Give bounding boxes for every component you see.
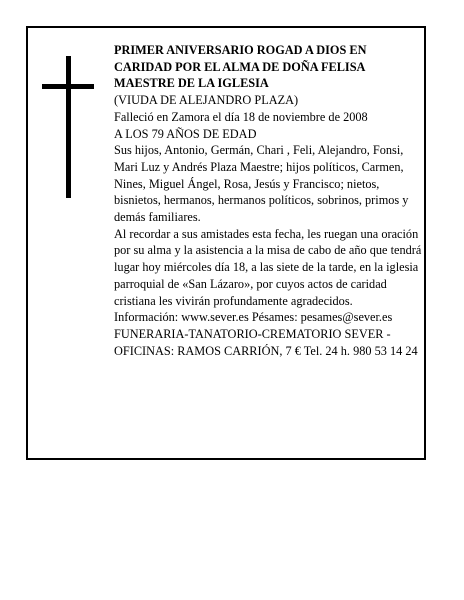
contact-info: Información: www.sever.es Pésames: pesames@sever.es [114,310,393,325]
obituary-notice [26,26,426,460]
mass-request: Al recordar a sus amistades esta fecha, les ruegan una oración por su alma y la asistencia a la misa de cabo de año que tendrá lugar hoy miércoles día 18, a las siete de la tarde, en la iglesia parroquial de «San Lázaro», por cuyos actos de caridad cristiana les vivirán profundamente agradecidos. [114,226,422,308]
notice-text [114,42,422,359]
death-date: Falleció en Zamora el día 18 de noviembre de 2008 [114,109,368,124]
family-list: Sus hijos, Antonio, Germán, Chari , Feli, Alejandro, Fonsi, Mari Luz y Andrés Plaza Maestre; hijos políticos, Carmen, Nines, Miguel Ángel, Rosa, Jesús y Francisco; nietos, bisnietos, hermanos, hermanos políticos, sobrinos, primos y demás familiares. [114,143,409,225]
cross-vertical-bar [66,56,71,198]
age-at-death: A LOS 79 AÑOS DE EDAD [114,126,257,141]
notice-headline: PRIMER ANIVERSARIO ROGAD A DIOS EN CARIDAD POR EL ALMA DE DOÑA FELISA MAESTRE DE LA IGLESIA [114,43,367,91]
cross-icon [42,56,94,198]
widow-of: (VIUDA DE ALEJANDRO PLAZA) [114,93,299,108]
cross-horizontal-bar [42,84,94,89]
funeral-home: FUNERARIA-TANATORIO-CREMATORIO SEVER - OFICINAS: RAMOS CARRIÓN, 7 € Tel. 24 h. 980 53 14 24 [114,326,418,358]
